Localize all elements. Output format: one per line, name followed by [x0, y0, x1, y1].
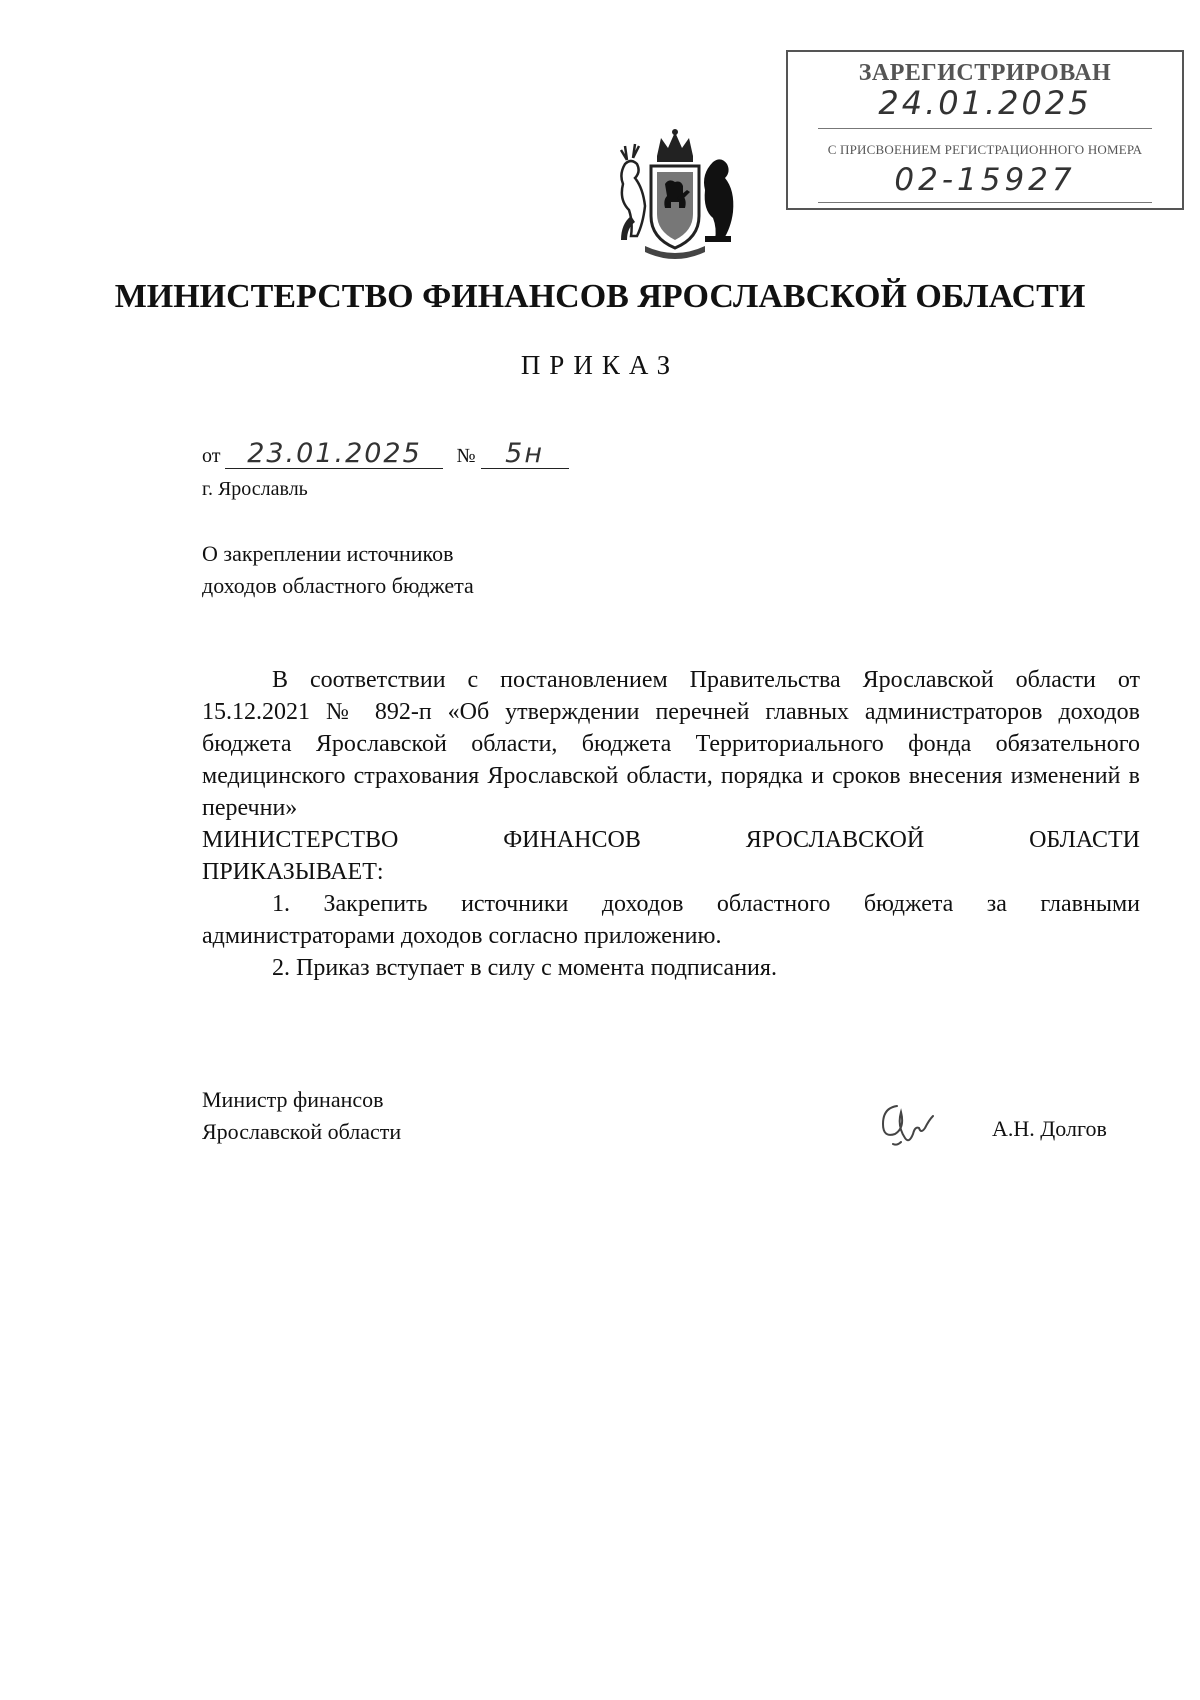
- handwritten-signature-icon: [875, 1098, 945, 1148]
- order-body: [202, 664, 1140, 984]
- stamp-title: ЗАРЕГИСТРИРОВАН: [858, 60, 1112, 86]
- ordering-verb: ПРИКАЗЫВАЕТ:: [202, 859, 384, 885]
- preamble-paragraph: В соответствии с постановлением Правительства Ярославской области от 15.12.2021 № 892-п «Об утверждении перечней главных администраторов доходов бюджета Ярославской области, бюджета Территориального фонда обязательного медицинского страхования Ярославской области, порядка и сроков внесения изменений в перечни»: [202, 667, 1140, 821]
- subject-line: О закреплении источников: [202, 541, 454, 566]
- signer-position: [202, 1084, 401, 1148]
- ordering-party: МИНИСТЕРСТВО ФИНАНСОВ ЯРОСЛАВСКОЙ ОБЛАСТИ: [202, 827, 1140, 853]
- signer-name: А.Н. Долгов: [992, 1116, 1107, 1141]
- number-sign: №: [456, 445, 476, 467]
- subject-line: доходов областного бюджета: [202, 573, 474, 598]
- date-prefix: от: [202, 445, 221, 467]
- registration-stamp: [786, 50, 1184, 210]
- order-number: 5н: [481, 440, 569, 469]
- stamp-caption: С ПРИСВОЕНИЕМ РЕГИСТРАЦИОННОГО НОМЕРА: [827, 142, 1143, 157]
- stamp-registration-date: 24.01.2025: [878, 84, 1092, 122]
- signer-position-line: Ярославской области: [202, 1119, 402, 1144]
- document-kind: ПРИКАЗ: [520, 350, 680, 380]
- order-date: 23.01.2025: [225, 440, 443, 469]
- signer-position-line: Министр финансов: [202, 1087, 384, 1112]
- ministry-title: МИНИСТЕРСТВО ФИНАНСОВ ЯРОСЛАВСКОЙ ОБЛАСТИ: [114, 278, 1086, 315]
- stamp-divider: [818, 202, 1152, 203]
- order-item-2: 2. Приказ вступает в силу с момента подписания.: [272, 955, 777, 981]
- city: г. Ярославль: [202, 478, 308, 500]
- order-date-number-line: [202, 440, 569, 469]
- stamp-registration-number: 02-15927: [894, 162, 1076, 198]
- coat-of-arms-icon: [605, 128, 745, 260]
- order-subject: [202, 538, 474, 602]
- stamp-divider: [818, 128, 1152, 129]
- order-item-1: 1. Закрепить источники доходов областного бюджета за главными администраторами доходов согласно приложению.: [202, 891, 1140, 949]
